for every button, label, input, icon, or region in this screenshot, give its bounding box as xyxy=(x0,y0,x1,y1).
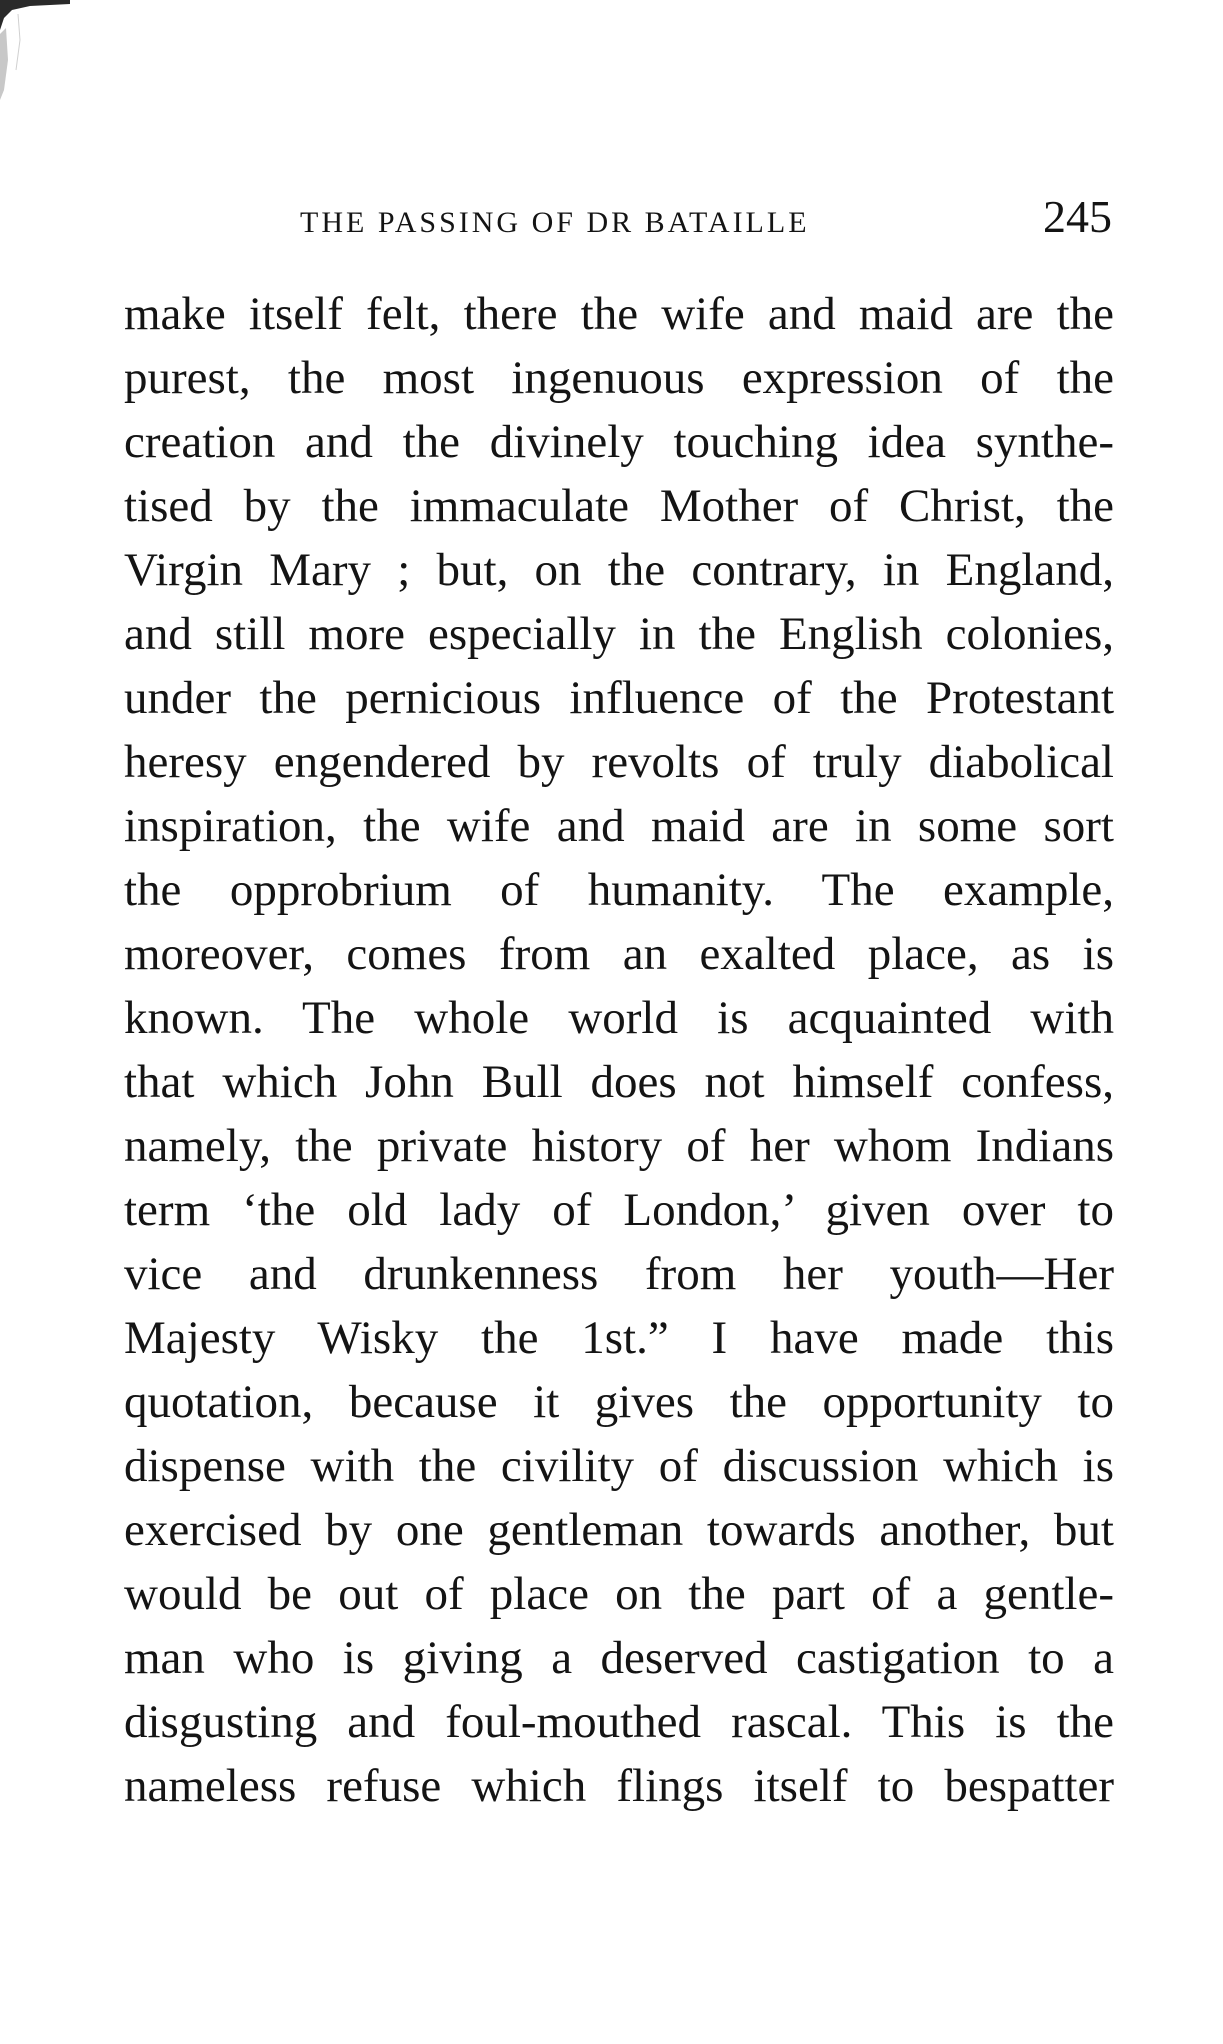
text-line: make itself felt, there the wife and maid are the xyxy=(124,288,1114,340)
text-line: namely, the private history of her whom Indians xyxy=(124,1120,1114,1172)
text-line: tised by the immaculate Mother of Christ, the xyxy=(124,480,1114,532)
text-line: dispense with the civility of discussion which is xyxy=(124,1440,1114,1492)
text-line: the opprobrium of humanity. The example, xyxy=(124,864,1114,916)
text-line: nameless refuse which flings itself to bespatter xyxy=(124,1760,1114,1812)
text-line: moreover, comes from an exalted place, as is xyxy=(124,928,1114,980)
text-line: under the pernicious influence of the Protestant xyxy=(124,672,1114,724)
text-line: vice and drunkenness from her youth—Her xyxy=(124,1248,1114,1300)
text-line: Majesty Wisky the 1st.” I have made this xyxy=(124,1312,1114,1364)
text-line: purest, the most ingenuous expression of the xyxy=(124,352,1114,404)
text-line: disgusting and foul-mouthed rascal. This is the xyxy=(124,1696,1114,1748)
text-line: man who is giving a deserved castigation to a xyxy=(124,1632,1114,1684)
text-line: known. The whole world is acquainted with xyxy=(124,992,1114,1044)
running-title: THE PASSING OF DR BATAILLE xyxy=(300,206,810,239)
text-line: inspiration, the wife and maid are in some sort xyxy=(124,800,1114,852)
text-line: Virgin Mary ; but, on the contrary, in England, xyxy=(124,544,1114,596)
text-line: exercised by one gentleman towards another, but xyxy=(124,1504,1114,1556)
page-number: 245 xyxy=(1043,191,1112,242)
text-line: heresy engendered by revolts of truly diabolical xyxy=(124,736,1114,788)
text-line: that which John Bull does not himself confess, xyxy=(124,1056,1114,1108)
text-line: creation and the divinely touching idea synthe- xyxy=(124,416,1114,468)
scan-corner-mark xyxy=(0,0,90,110)
text-line: would be out of place on the part of a gentle- xyxy=(124,1568,1114,1620)
text-line: term ‘the old lady of London,’ given over to xyxy=(124,1184,1114,1236)
text-line: quotation, because it gives the opportunity to xyxy=(124,1376,1114,1428)
text-line: and still more especially in the English colonies, xyxy=(124,608,1114,660)
running-head xyxy=(300,190,1120,250)
body-text xyxy=(124,282,1114,1818)
